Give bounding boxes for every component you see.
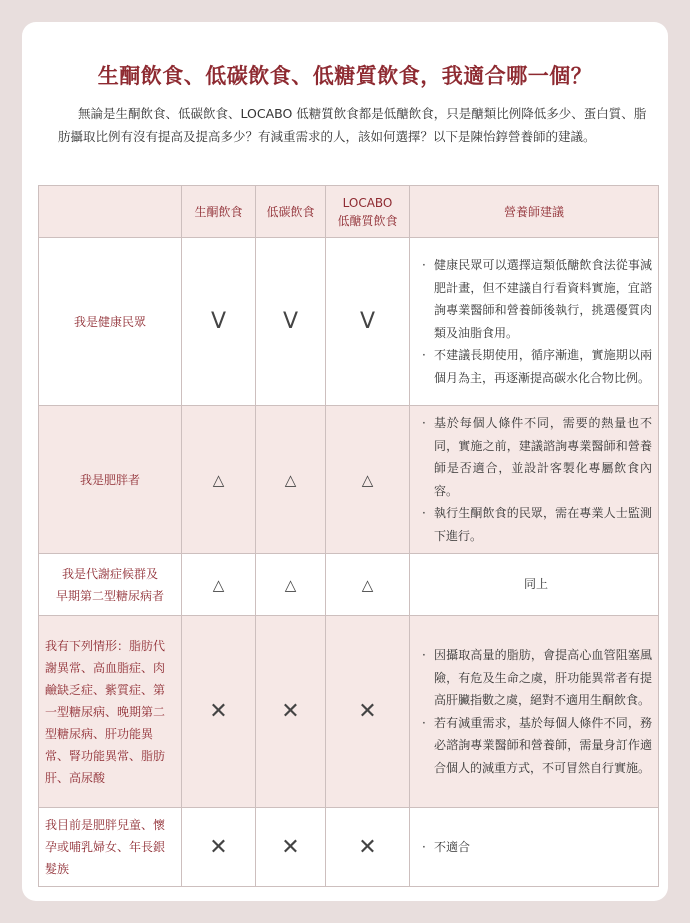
cross-mark: ✕ — [182, 808, 256, 887]
cross-mark: ✕ — [182, 616, 256, 808]
table-header-row — [39, 186, 659, 238]
triangle-mark: △ — [182, 406, 256, 554]
triangle-mark: △ — [256, 406, 326, 554]
table-row — [39, 808, 659, 887]
advice-point: · 基於每個人條件不同，需要的熱量也不同，實施之前，建議諮詢專業醫師和營養師是否適合，並設計客製化專屬飲食內容。 — [420, 412, 652, 502]
header-locabo-line1: LOCABO — [342, 195, 393, 210]
advice-point: · 不建議長期使用，循序漸進，實施期以兩個月為主，再逐漸提高碳水化合物比例。 — [420, 344, 652, 389]
row-label: 我是健康民眾 — [39, 238, 182, 406]
row-label: 我有下列情形：脂肪代謝異常、高血脂症、肉鹼缺乏症、紫質症、第一型糖尿病、晚期第二型糖尿病、肝功能異常、腎功能異常、脂肪肝、高尿酸 — [39, 616, 182, 808]
table-row — [39, 554, 659, 616]
header-lowcarb: 低碳飲食 — [256, 186, 326, 238]
advice-cell — [410, 406, 659, 554]
advice-cell — [410, 616, 659, 808]
cross-mark: ✕ — [326, 808, 410, 887]
cross-mark: ✕ — [326, 616, 410, 808]
table-row — [39, 616, 659, 808]
table-row — [39, 406, 659, 554]
header-locabo — [326, 186, 410, 238]
advice-cell: 同上 — [410, 554, 659, 616]
header-blank-cell — [39, 186, 182, 238]
diet-comparison-table — [38, 185, 659, 887]
advice-cell — [410, 238, 659, 406]
header-locabo-line2: 低醣質飲食 — [337, 213, 398, 228]
triangle-mark: △ — [326, 554, 410, 616]
cross-mark: ✕ — [256, 808, 326, 887]
check-mark: V — [326, 238, 410, 406]
triangle-mark: △ — [256, 554, 326, 616]
advice-point: · 不適合 — [420, 836, 652, 859]
advice-point: · 健康民眾可以選擇這類低醣飲食法從事減肥計畫，但不建議自行看資料實施，宜諮詢專業醫師和營養師後執行，挑選優質肉類及油脂食用。 — [420, 254, 652, 344]
advice-point: · 若有減重需求，基於每個人條件不同，務必諮詢專業醫師和營養師，需量身訂作適合個人的減重方式，不可冒然自行實施。 — [420, 712, 652, 780]
table-row — [39, 238, 659, 406]
row-label: 我目前是肥胖兒童、懷孕或哺乳婦女、年長銀髮族 — [39, 808, 182, 887]
article-title: 生酮飲食、低碳飲食、低糖質飲食，我適合哪一個？ — [97, 64, 593, 88]
header-keto: 生酮飲食 — [182, 186, 256, 238]
triangle-mark: △ — [182, 554, 256, 616]
row-label-line2: 早期第二型糖尿病者 — [55, 588, 164, 603]
check-mark: V — [256, 238, 326, 406]
advice-cell — [410, 808, 659, 887]
row-label: 我是肥胖者 — [39, 406, 182, 554]
advice-point: · 執行生酮飲食的民眾，需在專業人士監測下進行。 — [420, 502, 652, 547]
row-label-line1: 我是代謝症候群及 — [61, 566, 158, 581]
intro-paragraph: 無論是生酮飲食、低碳飲食、LOCABO 低糖質飲食都是低醣飲食，只是醣類比例降低多少、蛋白質、脂肪攝取比例有沒有提高及提高多少？有減重需求的人，該如何選擇？以下是陳怡錞營養師的建議。 — [58, 106, 647, 144]
cross-mark: ✕ — [256, 616, 326, 808]
advice-point: · 因攝取高量的脂肪，會提高心血管阻塞風險，有危及生命之虞，肝功能異常者有提高肝臟指數之虞，絕對不適用生酮飲食。 — [420, 644, 652, 712]
row-label — [39, 554, 182, 616]
article-card — [22, 22, 668, 901]
header-advice: 營養師建議 — [410, 186, 659, 238]
check-mark: V — [182, 238, 256, 406]
triangle-mark: △ — [326, 406, 410, 554]
